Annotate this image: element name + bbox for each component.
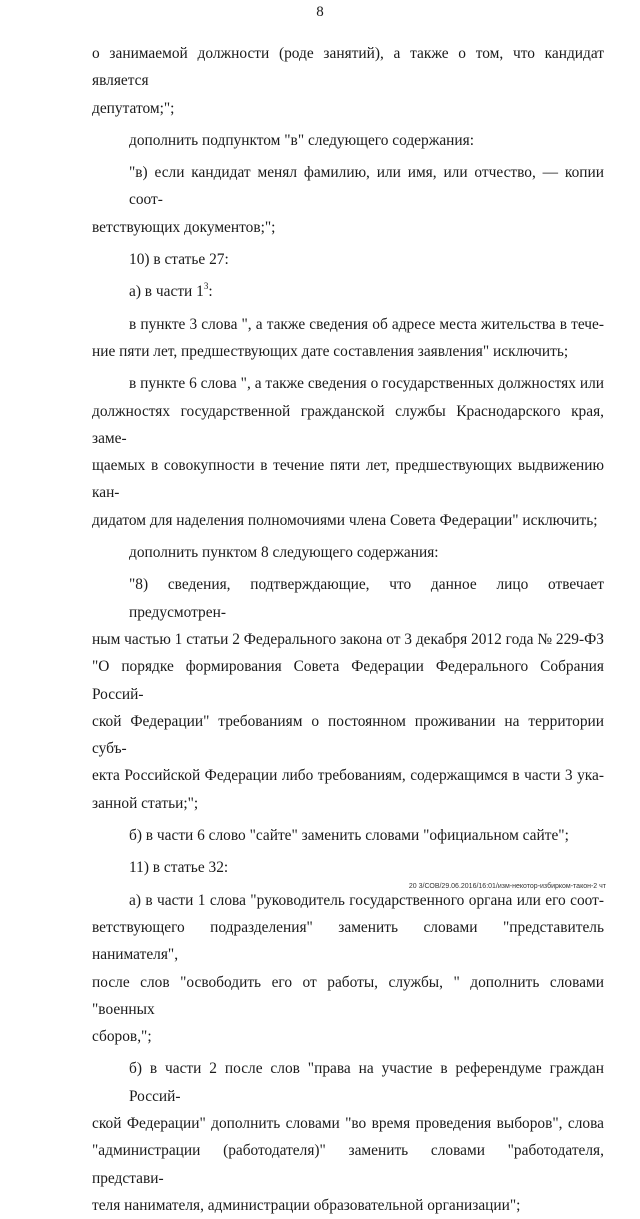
line-text: б) в части 2 после слов "права на участие в референдуме граждан Россий-	[129, 1060, 604, 1105]
text-line	[92, 1023, 604, 1050]
text-line	[92, 539, 604, 566]
text-line	[92, 507, 604, 534]
line-text: депутатом;";	[92, 99, 175, 117]
document-footer: 20 3/СОВ/29.06.2016/16:01/изм-некотор-избирком-такон-2 чт	[408, 883, 606, 890]
text-line	[92, 854, 604, 881]
text-line	[92, 790, 604, 817]
line-text: а) в части 1 слова "руководитель государственного органа или его соот-	[129, 891, 604, 909]
line-text: ветствующего подразделения" заменить словами "представитель нанимателя",	[92, 918, 604, 964]
line-text: 11) в статье 32:	[129, 859, 229, 877]
line-text: ным частью 1 статьи 2 Федерального закона от 3 декабря 2012 года № 229-ФЗ	[92, 630, 604, 648]
text-line	[92, 127, 604, 154]
line-text: дидатом для наделения полномочиями члена Совета Федерации" исключить;	[92, 511, 598, 529]
text-line	[92, 626, 604, 653]
line-text: ние пяти лет, предшествующих дате составления заявления" исключить;	[92, 342, 569, 360]
text-line	[92, 914, 604, 969]
line-text-suffix: :	[208, 283, 213, 301]
line-text: занной статьи;";	[92, 794, 199, 812]
document-body	[92, 40, 604, 1219]
line-text: сборов,";	[92, 1028, 152, 1046]
line-text: теля нанимателя, администрации образовательной организации";	[92, 1196, 521, 1214]
line-text: ской Федерации" дополнить словами "во время проведения выборов", слова	[92, 1114, 604, 1132]
superscript: 3	[203, 281, 209, 292]
line-text: после слов "освободить его от работы, службы, " дополнить словами "военных	[92, 973, 604, 1018]
text-line	[92, 214, 604, 241]
text-line	[92, 159, 604, 214]
text-line	[92, 1192, 604, 1219]
text-line	[92, 311, 604, 338]
text-line	[92, 1055, 604, 1110]
line-text: щаемых в совокупности в течение пяти лет, предшествующих выдвижению кан-	[92, 457, 604, 502]
line-text: "администрации (работодателя)" заменить словами "работодателя, представи-	[92, 1142, 604, 1187]
text-line	[92, 338, 604, 365]
text-line	[92, 95, 604, 122]
line-text: 10) в статье 27:	[129, 251, 229, 269]
text-line	[92, 40, 604, 95]
line-text: ветствующих документов;";	[92, 218, 276, 236]
line-text: должностях государственной гражданской службы Краснодарского края, заме-	[92, 402, 604, 447]
line-text: дополнить пунктом 8 следующего содержания:	[129, 544, 439, 562]
text-line	[92, 653, 604, 708]
text-line	[92, 969, 604, 1024]
line-text: дополнить подпунктом "в" следующего содержания:	[129, 131, 475, 149]
text-line	[92, 1137, 604, 1192]
line-text: а) в части 1	[129, 283, 204, 301]
text-line	[92, 822, 604, 849]
line-text: о занимаемой должности (роде занятий), а также о том, что кандидат является	[92, 45, 604, 90]
text-line	[92, 1110, 604, 1137]
text-line	[92, 571, 604, 626]
line-text: ской Федерации" требованиям о постоянном проживании на территории субъ-	[92, 712, 604, 758]
text-line	[92, 452, 604, 507]
line-text: б) в части 6 слово "сайте" заменить словами "официальном сайте";	[129, 827, 569, 845]
text-line	[92, 246, 604, 273]
text-line	[92, 278, 604, 305]
page-number: 8	[316, 4, 324, 20]
line-text: "8) сведения, подтверждающие, что данное лицо отвечает предусмотрен-	[129, 576, 604, 621]
line-text: "в) если кандидат менял фамилию, или имя, или отчество, — копии соот-	[129, 164, 604, 209]
line-text: в пункте 6 слова ", а также сведения о государственных должностях или	[129, 375, 604, 393]
text-line	[92, 398, 604, 453]
line-text: в пункте 3 слова ", а также сведения об адресе места жительства в тече-	[129, 315, 604, 333]
line-text: "О порядке формирования Совета Федерации Федерального Собрания Россий-	[92, 658, 604, 703]
text-line	[92, 370, 604, 397]
text-line	[92, 762, 604, 789]
text-line	[92, 708, 604, 763]
line-text: екта Российской Федерации либо требованиям, содержащимся в части 3 ука-	[92, 767, 604, 785]
